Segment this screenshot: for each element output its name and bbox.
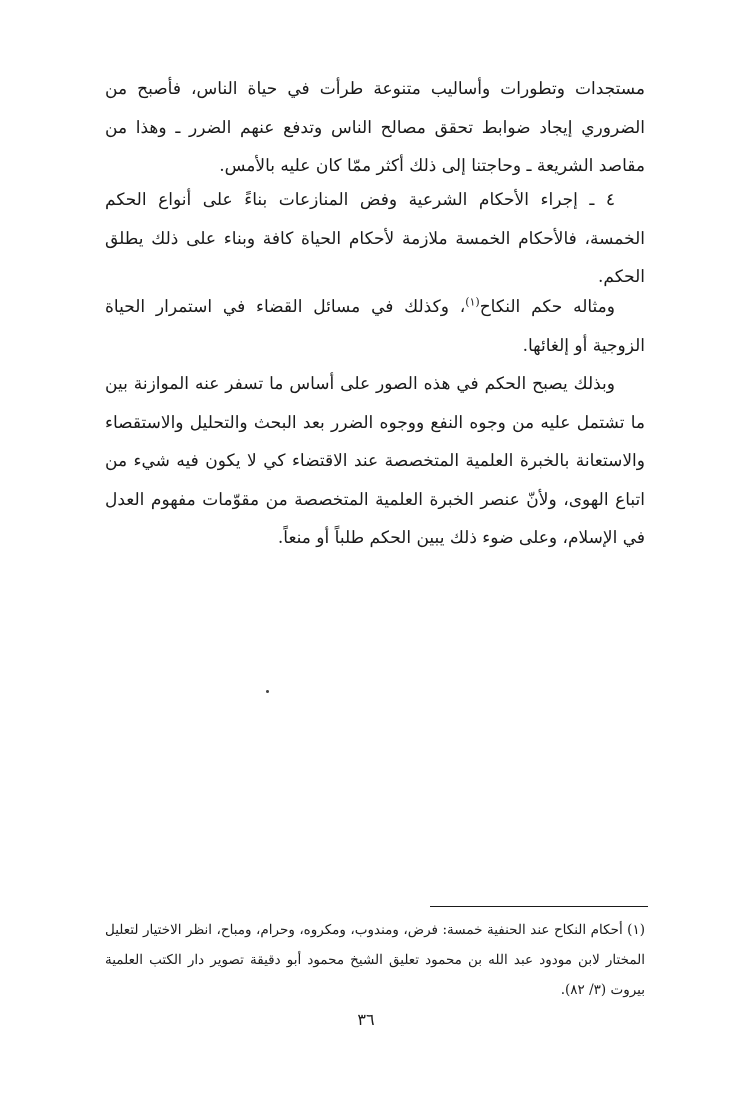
footnote-separator: [430, 906, 648, 907]
paragraph-3-rest: ، وكذلك في مسائل القضاء في استمرار الحياة الزوجية أو إلغائها.: [105, 297, 645, 356]
paragraph-4: وبذلك يصبح الحكم في هذه الصور على أساس ما تسفر عنه الموازنة بين ما تشتمل عليه من وجوه النفع ووجوه الضرر بعد البحث والتحليل والاستقصاء والاستعانة بالخبرة العلمية المتخصصة عند الاقتضاء كي لا يكون فيه شيء من اتباع الهوى، ولأنّ عنصر الخبرة العلمية المتخصصة من مقوّمات مفهوم العدل في الإسلام، وعلى ضوء ذلك يبين الحكم طلباً أو منعاً.: [105, 374, 645, 548]
paragraph-3: [105, 288, 645, 365]
paragraph-2: ٤ ـ إجراء الأحكام الشرعية وفض المنازعات بناءً على أنواع الحكم الخمسة، فالأحكام الخمسة ملازمة لأحكام الحياة كافة وبناء على ذلك يطلق الحكم.: [105, 190, 645, 287]
page-number: ٣٦: [357, 1010, 375, 1029]
footnote-1: (١) أحكام النكاح عند الحنفية خمسة: فرض، ومندوب، ومكروه، وحرام، ومباح، انظر الاختيار لتعليل المختار لابن مودود عبد الله بن محمود تعليق الشيخ محمود أبو دقيقة تصوير دار الكتب العلمية بيروت (٣/ ٨٢).: [105, 922, 645, 998]
paragraph-1: مستجدات وتطورات وأساليب متنوعة طرأت في حياة الناس، فأصبح من الضروري إيجاد ضوابط تحقق مصالح الناس وتدفع عنهم الضرر ـ وهذا من مقاصد الشريعة ـ وحاجتنا إلى ذلك أكثر ممّا كان عليه بالأمس.: [105, 79, 645, 176]
footnote-reference: (١): [465, 295, 480, 309]
speck-mark: [266, 690, 269, 693]
paragraph-3-start: ومثاله حكم النكاح: [479, 297, 615, 317]
